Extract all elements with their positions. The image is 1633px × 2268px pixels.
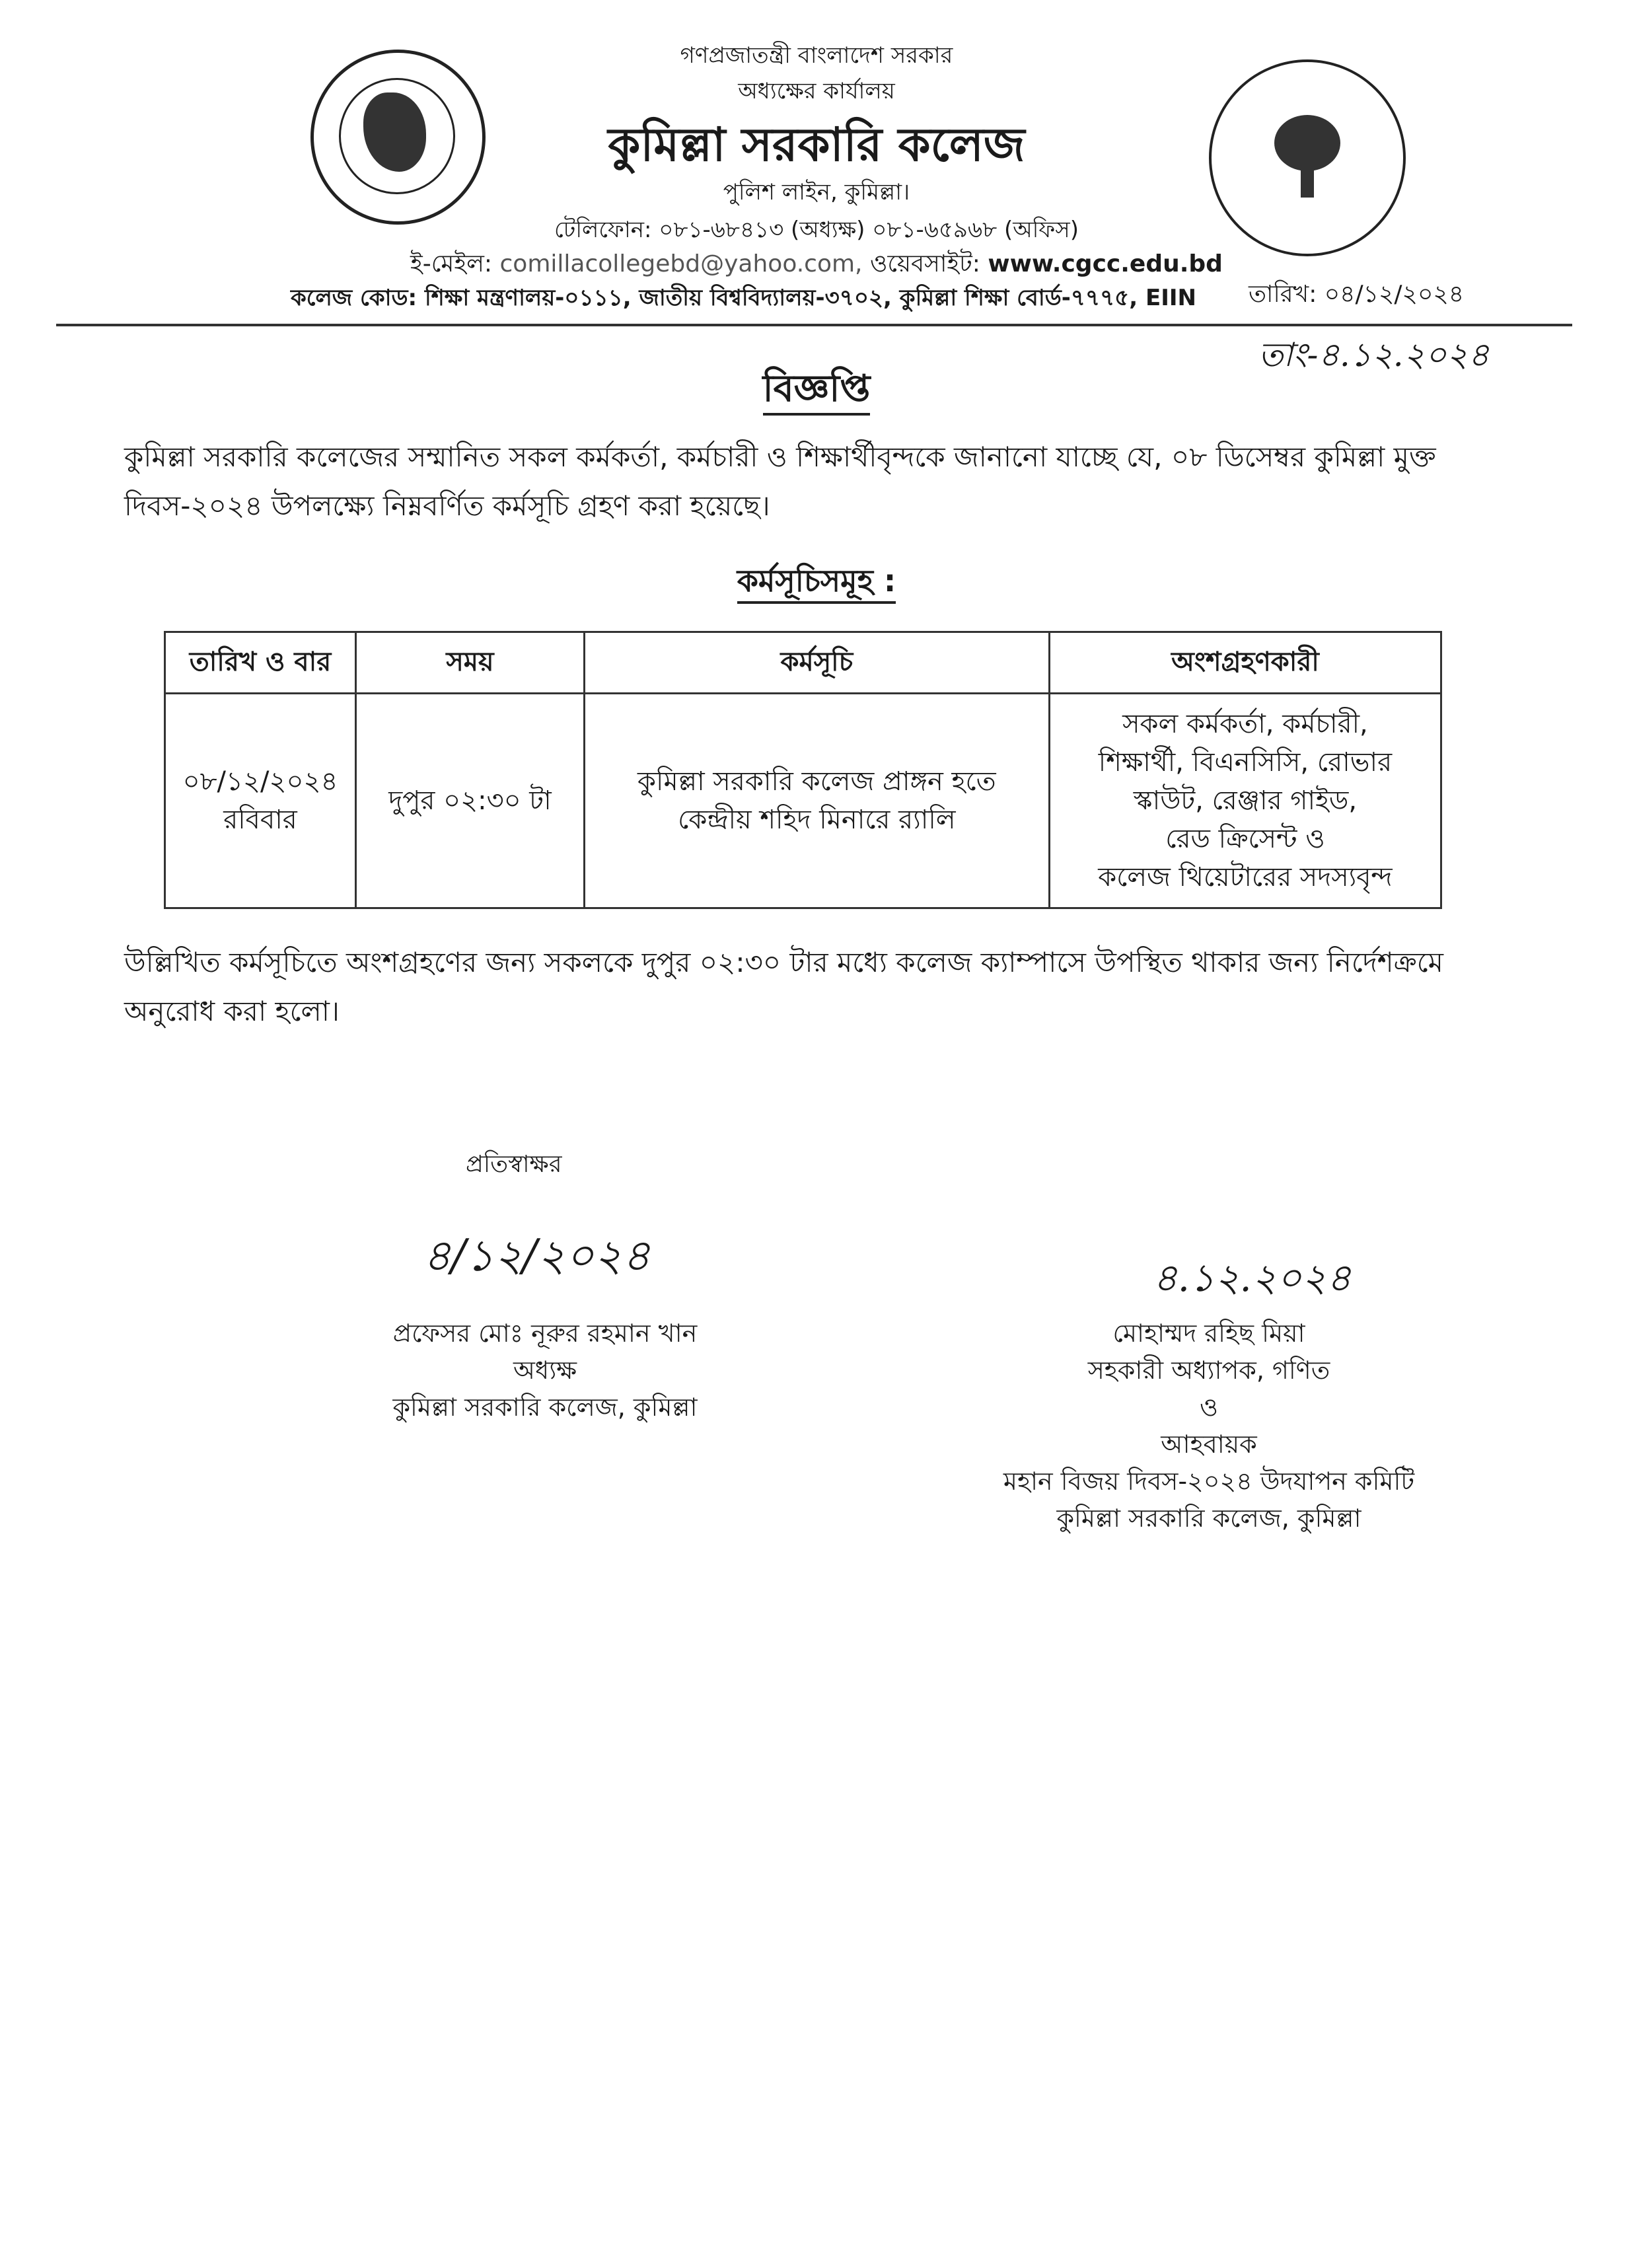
website-address: www.cgcc.edu.bd (988, 250, 1223, 277)
website-label: ওয়েবসাইট: (869, 250, 980, 277)
address-line: পুলিশ লাইন, কুমিল্লা। (723, 179, 910, 205)
cell-program (584, 694, 1049, 908)
convener-signature: ৪.১২.২০২৪ (1153, 1255, 1352, 1300)
participants-line: স্কাউট, রেঞ্জার গাইড, (1133, 786, 1358, 816)
table-header-row (165, 632, 1441, 694)
email-label: ই-মেইল: (410, 250, 493, 277)
participants-line: সকল কর্মকর্তা, কর্মচারী, (1122, 709, 1368, 739)
convener-role: আহবায়ক (1161, 1430, 1257, 1459)
header-time: সময় (356, 632, 585, 694)
committee-name: মহান বিজয় দিবস-২০২৪ উদযাপন কমিটি (1003, 1467, 1415, 1496)
header-divider (56, 324, 1572, 326)
header-program: কর্মসূচি (584, 632, 1049, 694)
header-participants: অংশগ্রহণকারী (1049, 632, 1441, 694)
participants-line: শিক্ষার্থী, বিএনসিসি, রোভার (1098, 747, 1393, 778)
handwritten-date: তাং-৪.১২.২০২৪ (1258, 336, 1490, 374)
notice-title: বিজ্ঞপ্তি (0, 360, 1633, 422)
notice-paragraph-2: উল্লিখিত কর্মসূচিতে অংশগ্রহণের জন্য সকলকে দুপুর ০২:৩০ টার মধ্যে কলেজ ক্যাম্পাসে উপস্থিত থাকার জন্য নির্দেশক্রমে অনুরোধ করা হলো। (124, 946, 1443, 1027)
government-line: গণপ্রজাতন্ত্রী বাংলাদেশ সরকার (680, 42, 953, 69)
program-heading: কর্মসূচিসমূহ : (0, 558, 1633, 608)
program-line-2: কেন্দ্রীয় শহিদ মিনারে র‍্যালি (678, 805, 956, 835)
principal-signature-block (344, 1315, 746, 1426)
counter-sign-label: প্রতিস্বাক্ষর (466, 1151, 562, 1178)
principal-name: প্রফেসর মোঃ নূরুর রহমান খান (392, 1319, 698, 1348)
cell-time: দুপুর ০২:৩০ টা (356, 694, 585, 908)
convener-designation: সহকারী অধ্যাপক, গণিত (1087, 1356, 1330, 1385)
header-date-day: তারিখ ও বার (165, 632, 356, 694)
participants-line: রেড ক্রিসেন্ট ও (1165, 824, 1325, 854)
conjunction: ও (1200, 1393, 1218, 1422)
office-line: অধ্যক্ষের কার্যালয় (738, 78, 895, 104)
cell-day: রবিবার (223, 805, 297, 835)
principal-designation: অধ্যক্ষ (513, 1356, 577, 1385)
table-row (165, 694, 1441, 908)
convener-institution: কুমিল্লা সরকারি কলেজ, কুমিল্লা (1056, 1504, 1361, 1533)
program-line-1: কুমিল্লা সরকারি কলেজ প্রাঙ্গন হতে (637, 766, 996, 797)
cell-date: ০৮/১২/২০২৪ (182, 766, 338, 797)
participants-line: কলেজ থিয়েটারের সদস্যবৃন্দ (1098, 862, 1393, 893)
email-address: comillacollegebd@yahoo.com, (499, 250, 863, 277)
notice-paragraph-1: কুমিল্লা সরকারি কলেজের সম্মানিত সকল কর্মকর্তা, কর্মচারী ও শিক্ষার্থীবৃন্দকে জানানো যাচ্ছে যে, ০৮ ডিসেম্বর কুমিল্লা মুক্ত দিবস-২০২৪ উপলক্ষ্যে নিম্নবর্ণিত কর্মসূচি গ্রহণ করা হয়েছে। (124, 441, 1436, 522)
college-name: কুমিল্লা সরকারি কলেজ (608, 118, 1025, 172)
principal-institution: কুমিল্লা সরকারি কলেজ, কুমিল্লা (392, 1393, 698, 1422)
phone-line: টেলিফোন: ০৮১-৬৮৪১৩ (অধ্যক্ষ) ০৮১-৬৫৯৬৮ (অফিস) (554, 217, 1079, 243)
convener-name: মোহাম্মদ রহিছ মিয়া (1112, 1319, 1305, 1348)
college-code-line: কলেজ কোড: শিক্ষা মন্ত্রণালয়-০১১১, জাতীয় বিশ্ববিদ্যালয়-৩৭০২, কুমিল্লা শিক্ষা বোর্ড-৭৭৭৫, EIIN (291, 285, 1196, 311)
printed-date: তারিখ: ০৪/১২/২০২৪ (1249, 281, 1465, 308)
cell-date-day (165, 694, 356, 908)
convener-signature-block (918, 1315, 1500, 1537)
cell-participants (1049, 694, 1441, 908)
principal-signature: ৪/১২/২০২৪ (423, 1230, 651, 1281)
program-table (164, 631, 1442, 909)
